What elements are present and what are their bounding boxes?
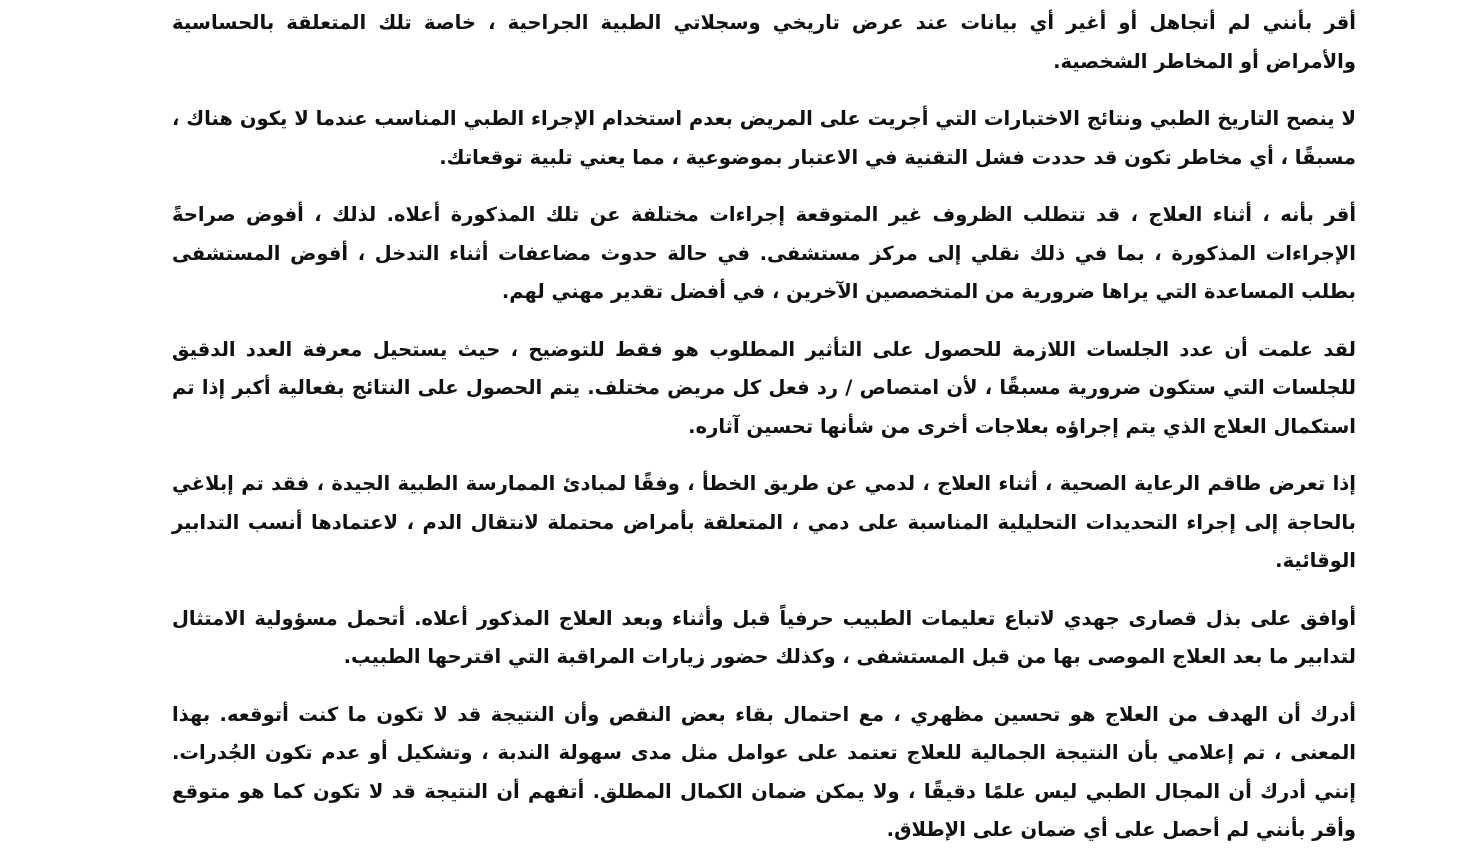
paragraph-follow-instructions: أوافق على بذل قصارى جهدي لاتباع تعليمات الطبيب حرفياً قبل وأثناء وبعد العلاج المذكور أعلاه. أتحمل مسؤولية الامتثال لتدابير ما بعد العلاج الموصى بها من قبل المستشفى ، وكذلك حضور زيارات المراقبة التي اقترحها الطبيب. xyxy=(172,606,1356,668)
paragraph-blood-exposure: إذا تعرض طاقم الرعاية الصحية ، أثناء العلاج ، لدمي عن طريق الخطأ ، وفقًا لمبادئ الممارسة الطبية الجيدة ، فقد تم إبلاغي بالحاجة إلى إجراء التحديدات التحليلية المناسبة على دمي ، المتعلقة بأمراض محتملة لانتقال الدم ، لاعتمادها أنسب التدابير الوقائية. xyxy=(172,472,1356,572)
consent-document xyxy=(172,0,1356,841)
paragraph-medical-history: لا ينصح التاريخ الطبي ونتائج الاختبارات التي أجريت على المريض بعدم استخدام الإجراء الطبي المناسب عندما لا يكون هناك ، مسبقًا ، أي مخاطر تكون قد حددت فشل التقنية في الاعتبار بموضوعية ، مما يعني تلبية توقعاتك. xyxy=(172,107,1356,169)
paragraph-data-disclosure: أقر بأنني لم أتجاهل أو أغير أي بيانات عند عرض تاريخي وسجلاتي الطبية الجراحية ، خاصة تلك المتعلقة بالحساسية والأمراض أو المخاطر الشخصية. xyxy=(172,11,1356,73)
paragraph-expected-results: أدرك أن الهدف من العلاج هو تحسين مظهري ، مع احتمال بقاء بعض النقص وأن النتيجة قد لا تكون ما كنت أتوقعه. بهذا المعنى ، تم إعلامي بأن النتيجة الجمالية للعلاج تعتمد على عوامل مثل مدى سهولة الندبة ، وتشكيل أو عدم تكون الجُدرات. إنني أدرك أن المجال الطبي ليس علمًا دقيقًا ، ولا يمكن ضمان الكمال المطلق. أتفهم أن النتيجة قد لا تكون كما هو متوقع وأقر بأنني لم أحصل على أي ضمان على الإطلاق. xyxy=(172,702,1356,841)
paragraph-unexpected-procedures: أقر بأنه ، أثناء العلاج ، قد تتطلب الظروف غير المتوقعة إجراءات مختلفة عن تلك المذكورة أعلاه. لذلك ، أفوض صراحةً الإجراءات المذكورة ، بما في ذلك نقلي إلى مركز مستشفى. في حالة حدوث مضاعفات أثناء التدخل ، أفوض المستشفى بطلب المساعدة التي يراها ضرورية من المتخصصين الآخرين ، في أفضل تقدير مهني لهم. xyxy=(172,203,1356,303)
paragraph-session-count: لقد علمت أن عدد الجلسات اللازمة للحصول على التأثير المطلوب هو فقط للتوضيح ، حيث يستحيل معرفة العدد الدقيق للجلسات التي ستكون ضرورية مسبقًا ، لأن امتصاص / رد فعل كل مريض مختلف. يتم الحصول على النتائج بفعالية أكبر إذا تم استكمال العلاج الذي يتم إجراؤه بعلاجات أخرى من شأنها تحسين آثاره. xyxy=(172,337,1356,438)
